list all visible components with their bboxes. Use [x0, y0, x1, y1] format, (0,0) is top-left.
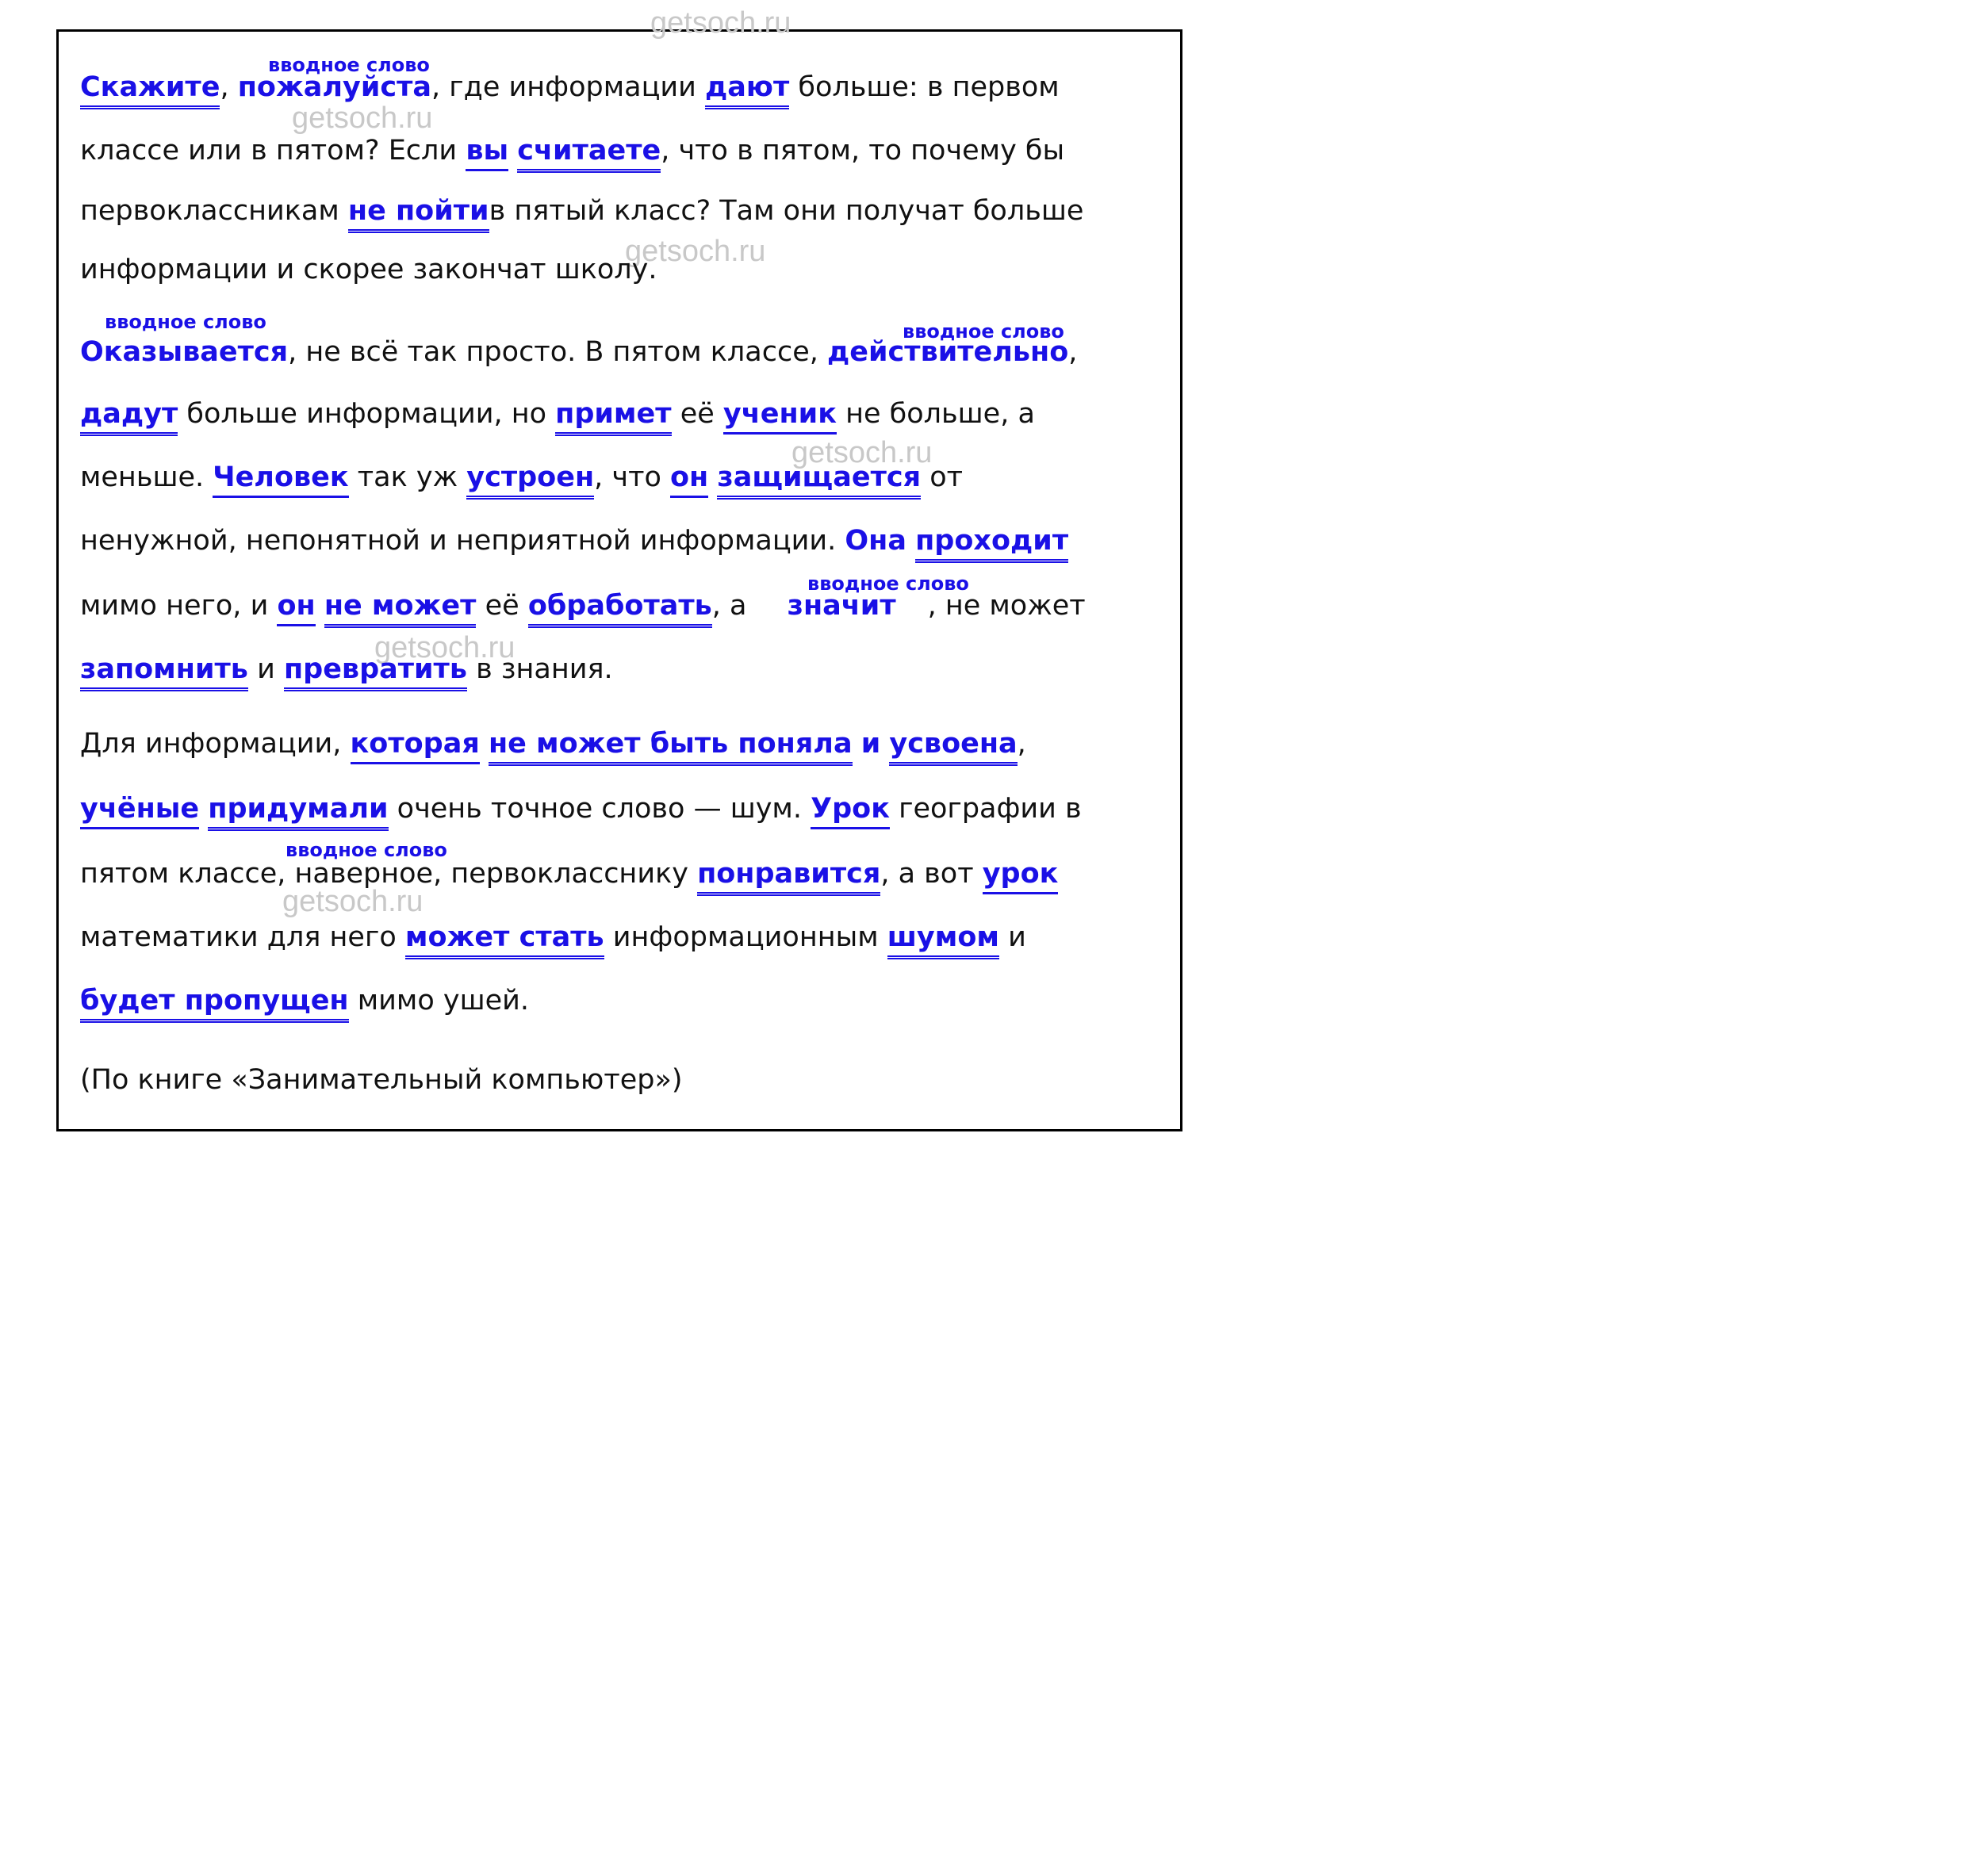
annotation-label: вводное слово: [903, 320, 1064, 343]
watermark: getsoch.ru: [625, 235, 766, 268]
text: не больше, а: [845, 398, 1035, 430]
text-line: [80, 983, 529, 1023]
text-line: [80, 588, 1086, 628]
watermark: getsoch.ru: [374, 631, 515, 664]
text: ,: [1017, 728, 1026, 760]
subject: Она: [845, 525, 906, 557]
predicate: усвоена: [889, 726, 1017, 766]
predicate: защищается: [717, 460, 921, 500]
text-line: [80, 856, 1058, 896]
predicate: обработать: [528, 588, 712, 628]
predicate: Скажите: [80, 70, 220, 109]
text-line: [80, 523, 1068, 563]
subject: ученик: [723, 396, 837, 435]
text: , первокласснику: [433, 858, 688, 890]
text-line: [80, 335, 1077, 369]
text: больше информации, но: [186, 398, 546, 430]
predicate: может стать: [405, 920, 604, 959]
subject: он: [670, 460, 708, 498]
predicate: будет пропущен: [80, 983, 349, 1023]
text: и: [860, 728, 881, 760]
text-line: [80, 920, 1026, 959]
text-line: [80, 133, 1064, 173]
text: пятом классе,: [80, 858, 286, 890]
predicate: считаете: [517, 133, 661, 173]
text: от: [929, 461, 964, 493]
text-line: [80, 396, 1035, 436]
text: , не может: [927, 590, 1086, 622]
text: её: [485, 590, 519, 622]
watermark: getsoch.ru: [650, 6, 791, 40]
text: меньше.: [80, 461, 205, 493]
text: , а: [711, 590, 747, 622]
predicate: шумом: [887, 920, 999, 959]
introductory-word: значит: [787, 590, 896, 622]
text: информационным: [612, 921, 879, 953]
text: в пятый класс? Там они получат больше: [489, 195, 1084, 227]
text-line: [80, 252, 657, 287]
text: так уж: [357, 461, 458, 493]
text: мимо него, и: [80, 590, 269, 622]
text-line: [80, 726, 1026, 766]
annotation-label: вводное слово: [286, 839, 447, 861]
predicate: проходит: [915, 523, 1068, 563]
watermark: getsoch.ru: [791, 436, 933, 469]
text: , где информации: [431, 71, 696, 103]
annotation-label: вводное слово: [105, 311, 266, 333]
text: её: [680, 398, 715, 430]
text: первоклассникам: [80, 195, 339, 227]
predicate: превратить: [284, 652, 467, 691]
predicate: не может быть поняла: [489, 726, 853, 766]
predicate: придумали: [208, 791, 388, 831]
text: в знания.: [476, 653, 613, 685]
subject: Человек: [213, 460, 348, 498]
text: больше: в первом: [798, 71, 1060, 103]
annotation-label: вводное слово: [807, 572, 969, 595]
source-citation: (По книге «Занимательный компьютер»): [80, 1064, 683, 1096]
text-line: [80, 70, 1060, 109]
introductory-word: Оказывается: [80, 336, 289, 368]
annotation-label: вводное слово: [268, 54, 430, 76]
predicate: не пойти: [348, 193, 489, 233]
text: мимо ушей.: [357, 985, 530, 1016]
subject: он: [277, 588, 315, 626]
predicate: дадут: [80, 396, 178, 436]
introductory-word: пожалуйста: [237, 71, 432, 103]
text: географии в: [899, 793, 1082, 825]
text: и: [1008, 921, 1026, 953]
text: ,: [1068, 336, 1078, 368]
text: классе или в пятом? Если: [80, 135, 458, 167]
subject: вы: [466, 133, 508, 171]
text: Для информации,: [80, 728, 342, 760]
text: и: [257, 653, 275, 685]
predicate: дают: [705, 70, 789, 109]
text-line: [80, 652, 613, 691]
predicate: примет: [555, 396, 671, 436]
watermark: getsoch.ru: [282, 885, 424, 918]
text: , что: [594, 461, 661, 493]
text: ненужной, непонятной и неприятной информации.: [80, 525, 837, 557]
subject: урок: [983, 856, 1059, 894]
text-line: [80, 460, 963, 500]
text: , что в пятом, то почему бы: [661, 135, 1065, 167]
text-line: [80, 193, 1083, 233]
text-line: [80, 791, 1082, 831]
watermark: getsoch.ru: [292, 101, 433, 135]
text: математики для него: [80, 921, 397, 953]
predicate: не может: [324, 588, 477, 628]
subject: Урок: [811, 791, 890, 829]
predicate: устроен: [466, 460, 594, 500]
text: , а вот: [880, 858, 974, 890]
text: , не всё так просто. В пятом классе,: [288, 336, 818, 368]
text: очень точное слово — шум.: [397, 793, 802, 825]
text: информации и скорее закончат школу.: [80, 254, 657, 285]
subject: которая: [351, 726, 480, 764]
introductory-word: наверное: [294, 858, 434, 890]
predicate: запомнить: [80, 652, 248, 691]
predicate: понравится: [697, 856, 880, 896]
subject: учёные: [80, 791, 199, 829]
text: ,: [220, 71, 229, 103]
introductory-word: действительно: [827, 336, 1069, 368]
